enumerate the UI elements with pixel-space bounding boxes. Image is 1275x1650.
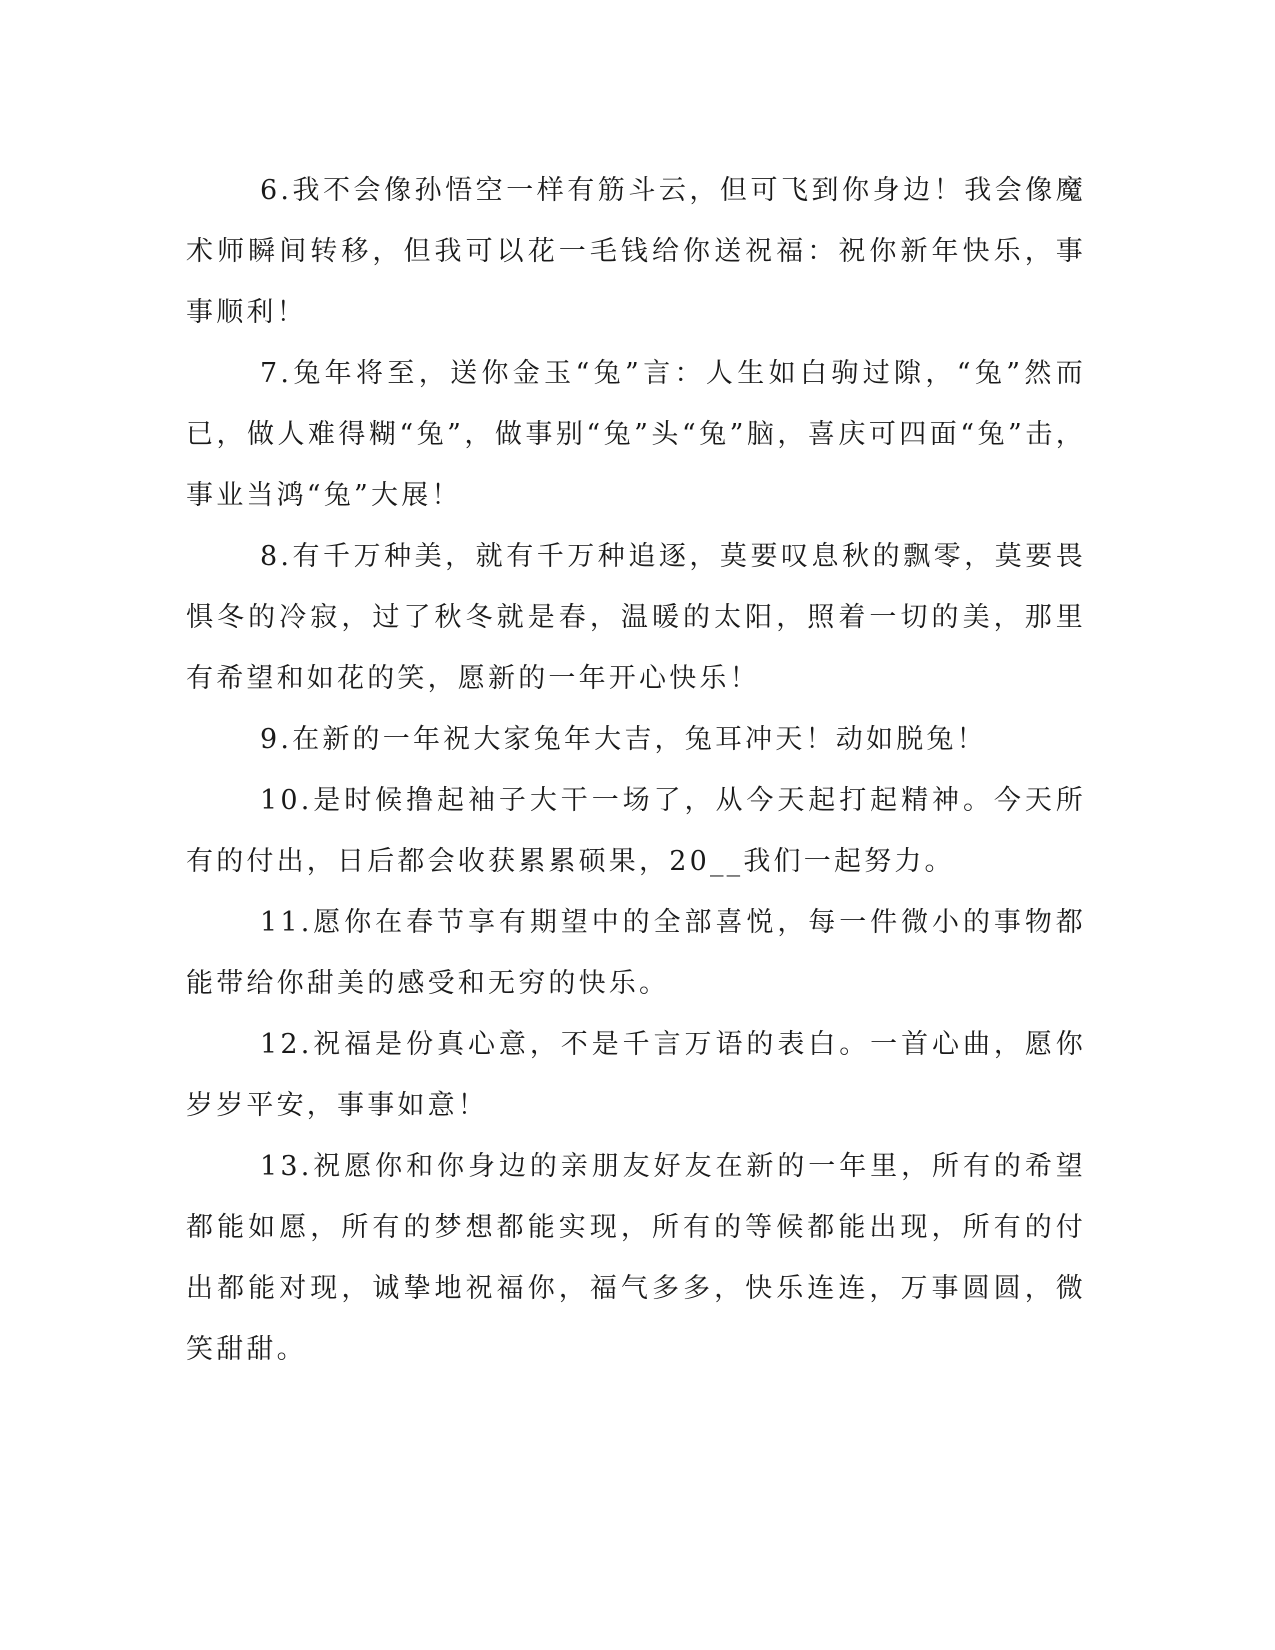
paragraph-7: 7.兔年将至，送你金玉“兔”言：人生如白驹过隙，“兔”然而已，做人难得糊“兔”，做事别“兔”头“兔”脑，喜庆可四面“兔”击，事业当鸿“兔”大展！ xyxy=(186,358,1086,511)
paragraph-10: 10.是时候撸起袖子大干一场了，从今天起打起精神。今天所有的付出，日后都会收获累累硕果，20__我们一起努力。 xyxy=(186,785,1086,877)
paragraph-8: 8.有千万种美，就有千万种追逐，莫要叹息秋的飘零，莫要畏惧冬的冷寂，过了秋冬就是春，温暖的太阳，照着一切的美，那里有希望和如花的笑，愿新的一年开心快乐！ xyxy=(186,541,1086,694)
paragraph-9: 9.在新的一年祝大家兔年大吉，兔耳冲天！动如脱兔！ xyxy=(260,724,987,755)
paragraph-11: 11.愿你在春节享有期望中的全部喜悦，每一件微小的事物都能带给你甜美的感受和无穷的快乐。 xyxy=(186,907,1086,999)
paragraph-13: 13.祝愿你和你身边的亲朋友好友在新的一年里，所有的希望都能如愿，所有的梦想都能实现，所有的等候都能出现，所有的付出都能对现，诚挚地祝福你，福气多多，快乐连连，万事圆圆，微笑甜甜。 xyxy=(186,1151,1086,1365)
paragraph-6: 6.我不会像孙悟空一样有筋斗云，但可飞到你身边！我会像魔术师瞬间转移，但我可以花一毛钱给你送祝福：祝你新年快乐，事事顺利！ xyxy=(186,175,1086,328)
paragraph-12: 12.祝福是份真心意，不是千言万语的表白。一首心曲，愿你岁岁平安，事事如意！ xyxy=(186,1029,1086,1121)
document-body xyxy=(186,160,1086,1380)
